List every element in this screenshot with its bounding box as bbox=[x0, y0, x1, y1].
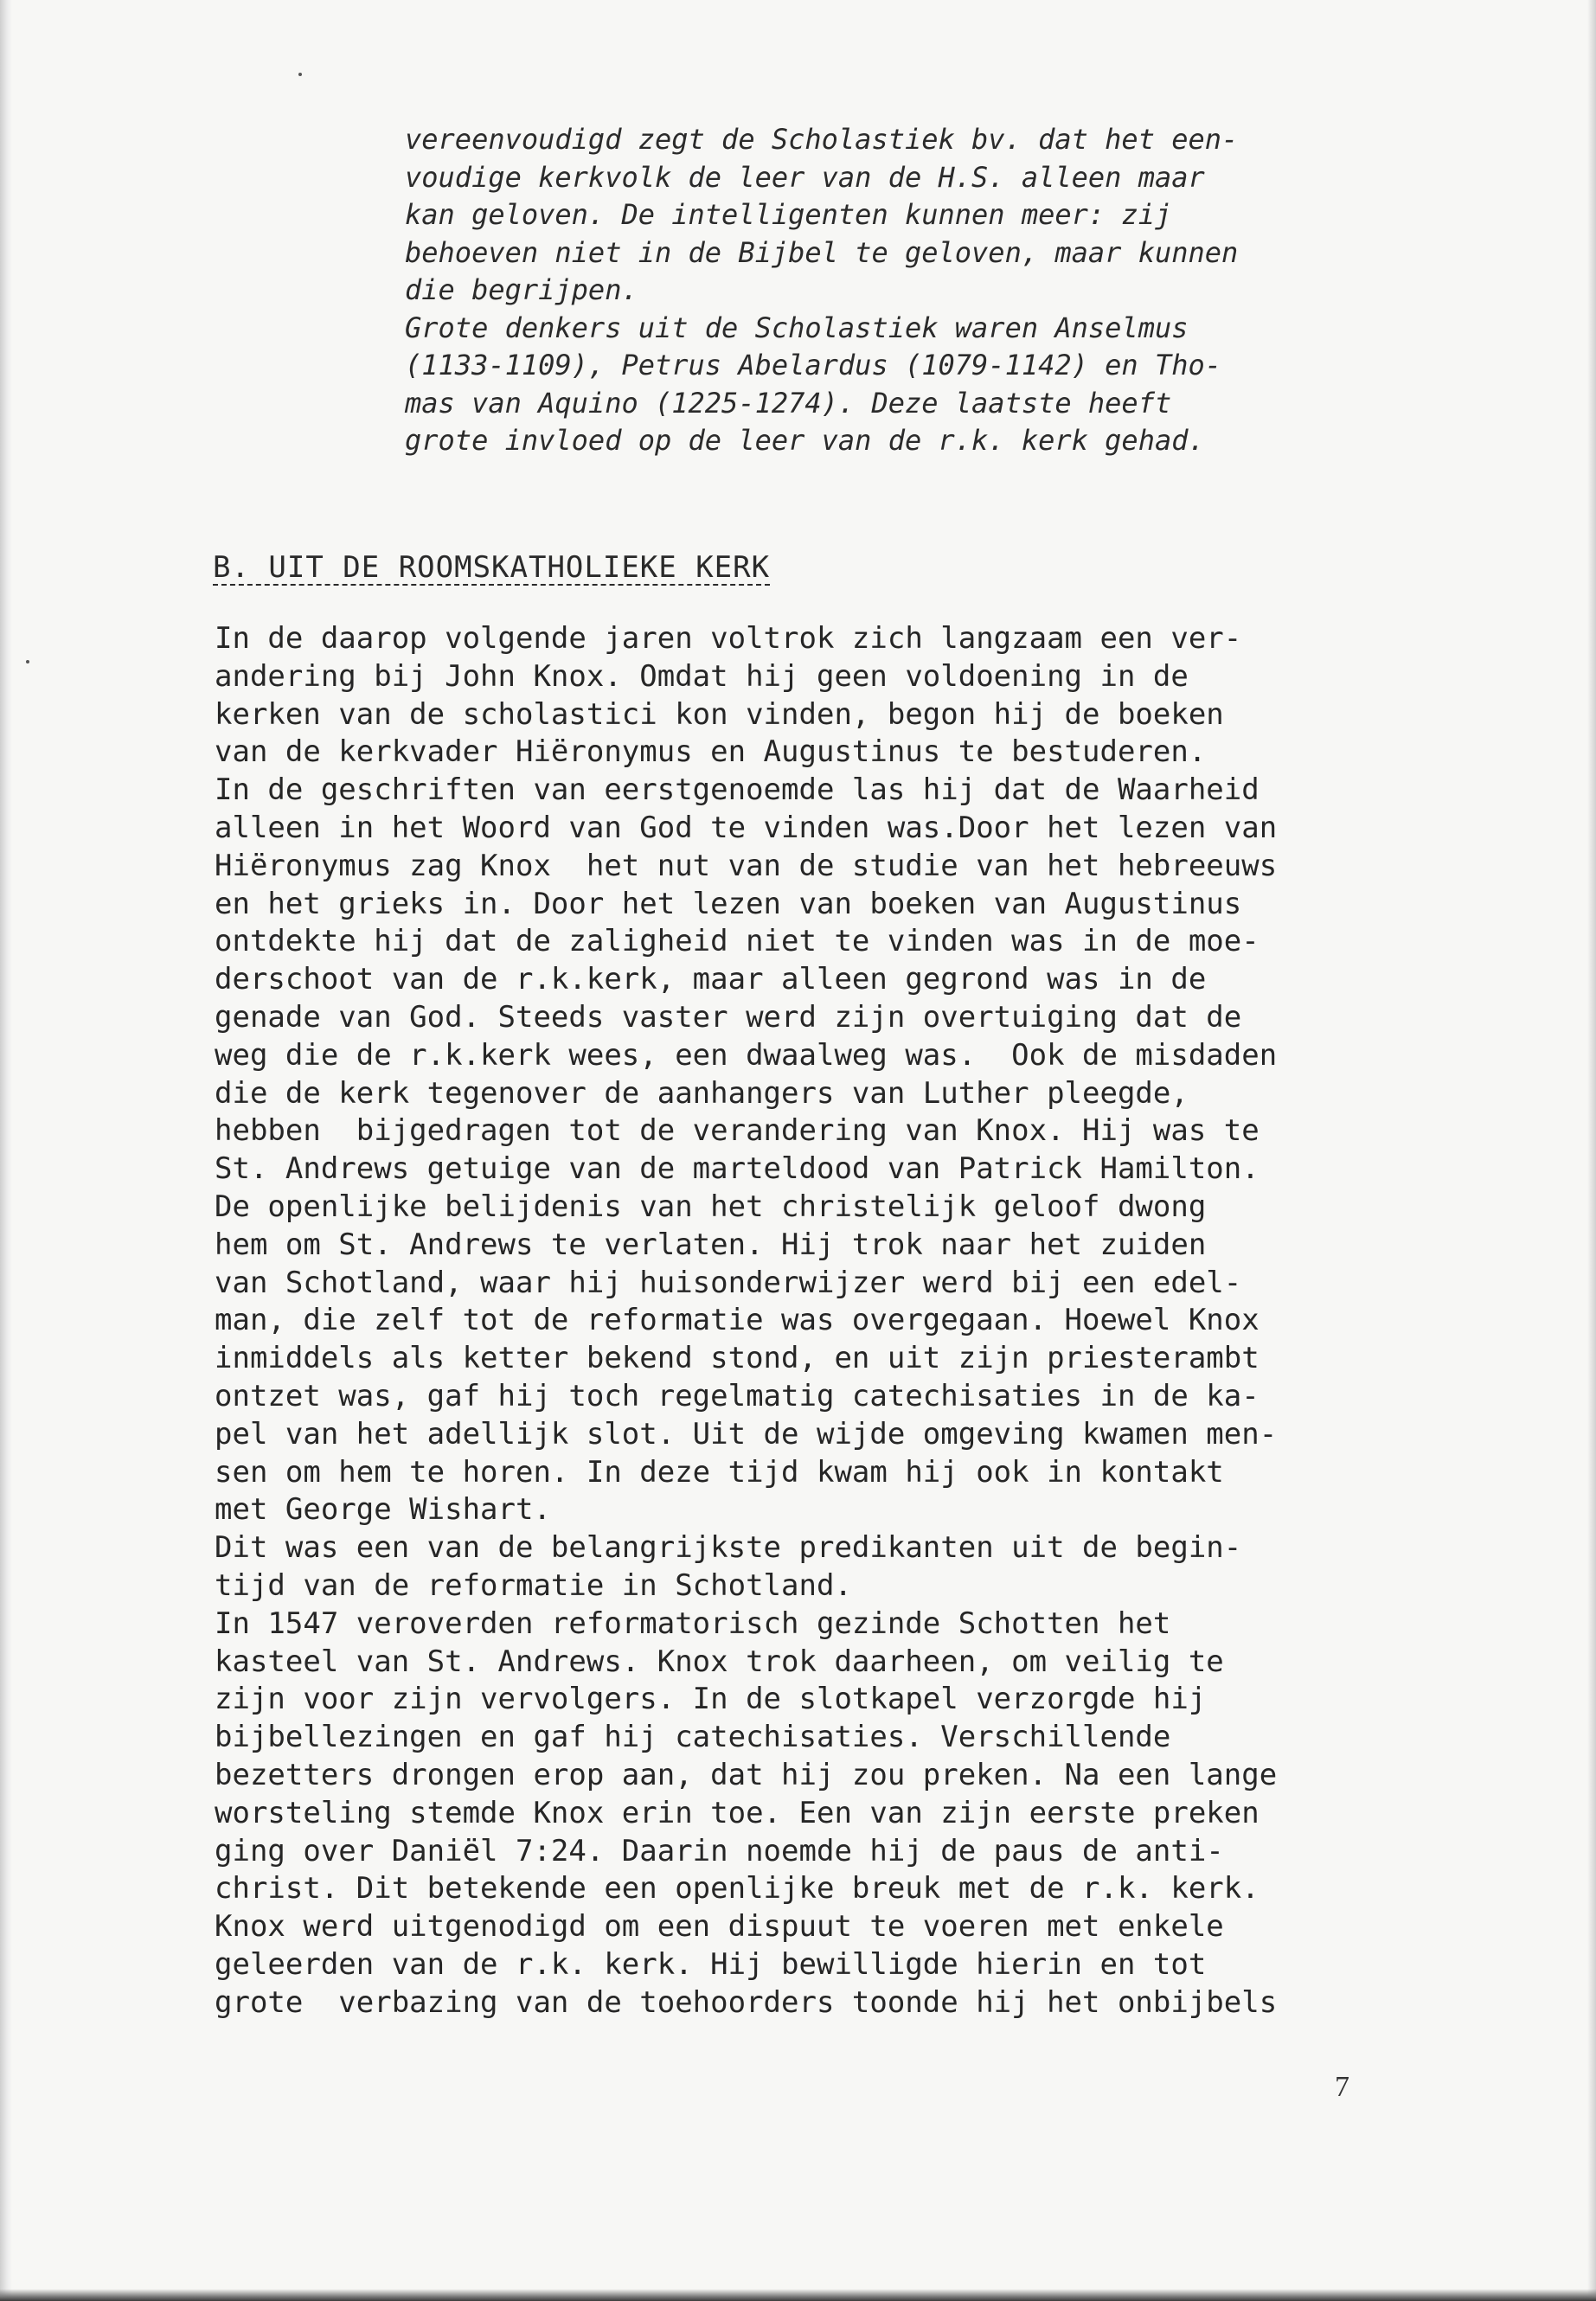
body-line: In de geschriften van eerstgenoemde las hij dat de Waarheid bbox=[215, 772, 1259, 808]
note-line: mas van Aquino (1225-1274). Deze laatste heeft bbox=[405, 386, 1172, 420]
body-line: ontdekte hij dat de zaligheid niet te vinden was in de moe- bbox=[215, 924, 1259, 959]
body-line: derschoot van de r.k.kerk, maar alleen gegrond was in de bbox=[215, 962, 1207, 997]
body-line: christ. Dit betekende een openlijke breuk met de r.k. kerk. bbox=[215, 1871, 1259, 1907]
body-line: De openlijke belijdenis van het christelijk geloof dwong bbox=[215, 1189, 1207, 1224]
body-line: In 1547 veroverden reformatorisch gezinde Schotten het bbox=[215, 1606, 1171, 1641]
body-line: van de kerkvader Hiëronymus en Augustinus te bestuderen. bbox=[215, 734, 1207, 770]
note-line: grote invloed op de leer van de r.k. kerk gehad. bbox=[405, 424, 1205, 457]
body-line: die de kerk tegenover de aanhangers van Luther pleegde, bbox=[215, 1075, 1189, 1111]
body-line: pel van het adellijk slot. Uit de wijde omgeving kwamen men- bbox=[215, 1416, 1278, 1452]
page-bottom-edge bbox=[0, 2289, 1596, 2301]
body-line: van Schotland, waar hij huisonderwijzer werd bij een edel- bbox=[215, 1265, 1242, 1300]
note-line: vereenvoudigd zegt de Scholastiek bv. dat het een- bbox=[405, 123, 1239, 156]
body-line: kasteel van St. Andrews. Knox trok daarheen, om veilig te bbox=[215, 1644, 1224, 1679]
note-line: kan geloven. De intelligenten kunnen meer: zij bbox=[405, 198, 1172, 231]
body-text bbox=[215, 620, 1400, 2022]
note-line: behoeven niet in de Bijbel te geloven, maar kunnen bbox=[405, 235, 1239, 269]
body-line: genade van God. Steeds vaster werd zijn overtuiging dat de bbox=[215, 999, 1242, 1035]
page-left-edge bbox=[0, 0, 12, 2301]
section-heading: B. UIT DE ROOMSKATHOLIEKE KERK bbox=[213, 550, 771, 585]
note-line: Grote denkers uit de Scholastiek waren Anselmus bbox=[405, 311, 1189, 344]
body-line: tijd van de reformatie in Schotland. bbox=[215, 1567, 852, 1603]
body-line: hem om St. Andrews te verlaten. Hij trok naar het zuiden bbox=[215, 1227, 1207, 1262]
body-line: grote verbazing van de toehoorders toonde hij het onbijbels bbox=[215, 1984, 1278, 2020]
speck-mark bbox=[298, 73, 302, 76]
body-line: sen om hem te horen. In deze tijd kwam hij ook in kontakt bbox=[215, 1454, 1224, 1490]
note-line: (1133-1109), Petrus Abelardus (1079-1142) en Tho- bbox=[405, 349, 1222, 381]
body-line: en het grieks in. Door het lezen van boeken van Augustinus bbox=[215, 886, 1242, 921]
body-line: Dit was een van de belangrijkste predikanten uit de begin- bbox=[215, 1530, 1242, 1566]
body-line: Knox werd uitgenodigd om een dispuut te voeren met enkele bbox=[215, 1909, 1224, 1945]
body-line: ontzet was, gaf hij toch regelmatig catechisaties in de ka- bbox=[215, 1378, 1259, 1413]
body-line: St. Andrews getuige van de marteldood van Patrick Hamilton. bbox=[215, 1151, 1259, 1187]
body-line: ging over Daniël 7:24. Daarin noemde hij de paus de anti- bbox=[215, 1833, 1224, 1868]
body-line: In de daarop volgende jaren voltrok zich langzaam een ver- bbox=[215, 621, 1242, 656]
page-number: 7 bbox=[1335, 2071, 1349, 2103]
body-line: bijbellezingen en gaf hij catechisaties. Verschillende bbox=[215, 1720, 1171, 1755]
note-line: voudige kerkvolk de leer van de H.S. alleen maar bbox=[405, 160, 1205, 194]
body-line: kerken van de scholastici kon vinden, begon hij de boeken bbox=[215, 696, 1224, 732]
body-line: alleen in het Woord van God te vinden was.Door het lezen van bbox=[215, 810, 1278, 845]
body-line: met George Wishart. bbox=[215, 1492, 551, 1528]
body-line: Hiëronymus zag Knox het nut van de studie van het hebreeuws bbox=[215, 848, 1278, 883]
body-line: bezetters drongen erop aan, dat hij zou preken. Na een lange bbox=[215, 1757, 1278, 1792]
body-line: worsteling stemde Knox erin toe. Een van zijn eerste preken bbox=[215, 1795, 1259, 1830]
body-line: man, die zelf tot de reformatie was overgegaan. Hoewel Knox bbox=[215, 1303, 1259, 1338]
body-line: inmiddels als ketter bekend stond, en uit zijn priesterambt bbox=[215, 1341, 1259, 1376]
speck-mark bbox=[26, 660, 29, 663]
body-line: geleerden van de r.k. kerk. Hij bewilligde hierin en tot bbox=[215, 1946, 1207, 1982]
footnote-block bbox=[405, 121, 1400, 460]
body-line: weg die de r.k.kerk wees, een dwaalweg was. Ook de misdaden bbox=[215, 1037, 1278, 1073]
note-line: die begrijpen. bbox=[405, 273, 638, 306]
page-right-edge bbox=[1587, 0, 1596, 2301]
body-line: andering bij John Knox. Omdat hij geen voldoening in de bbox=[215, 658, 1189, 694]
body-line: hebben bijgedragen tot de verandering van Knox. Hij was te bbox=[215, 1113, 1259, 1149]
body-line: zijn voor zijn vervolgers. In de slotkapel verzorgde hij bbox=[215, 1682, 1207, 1717]
